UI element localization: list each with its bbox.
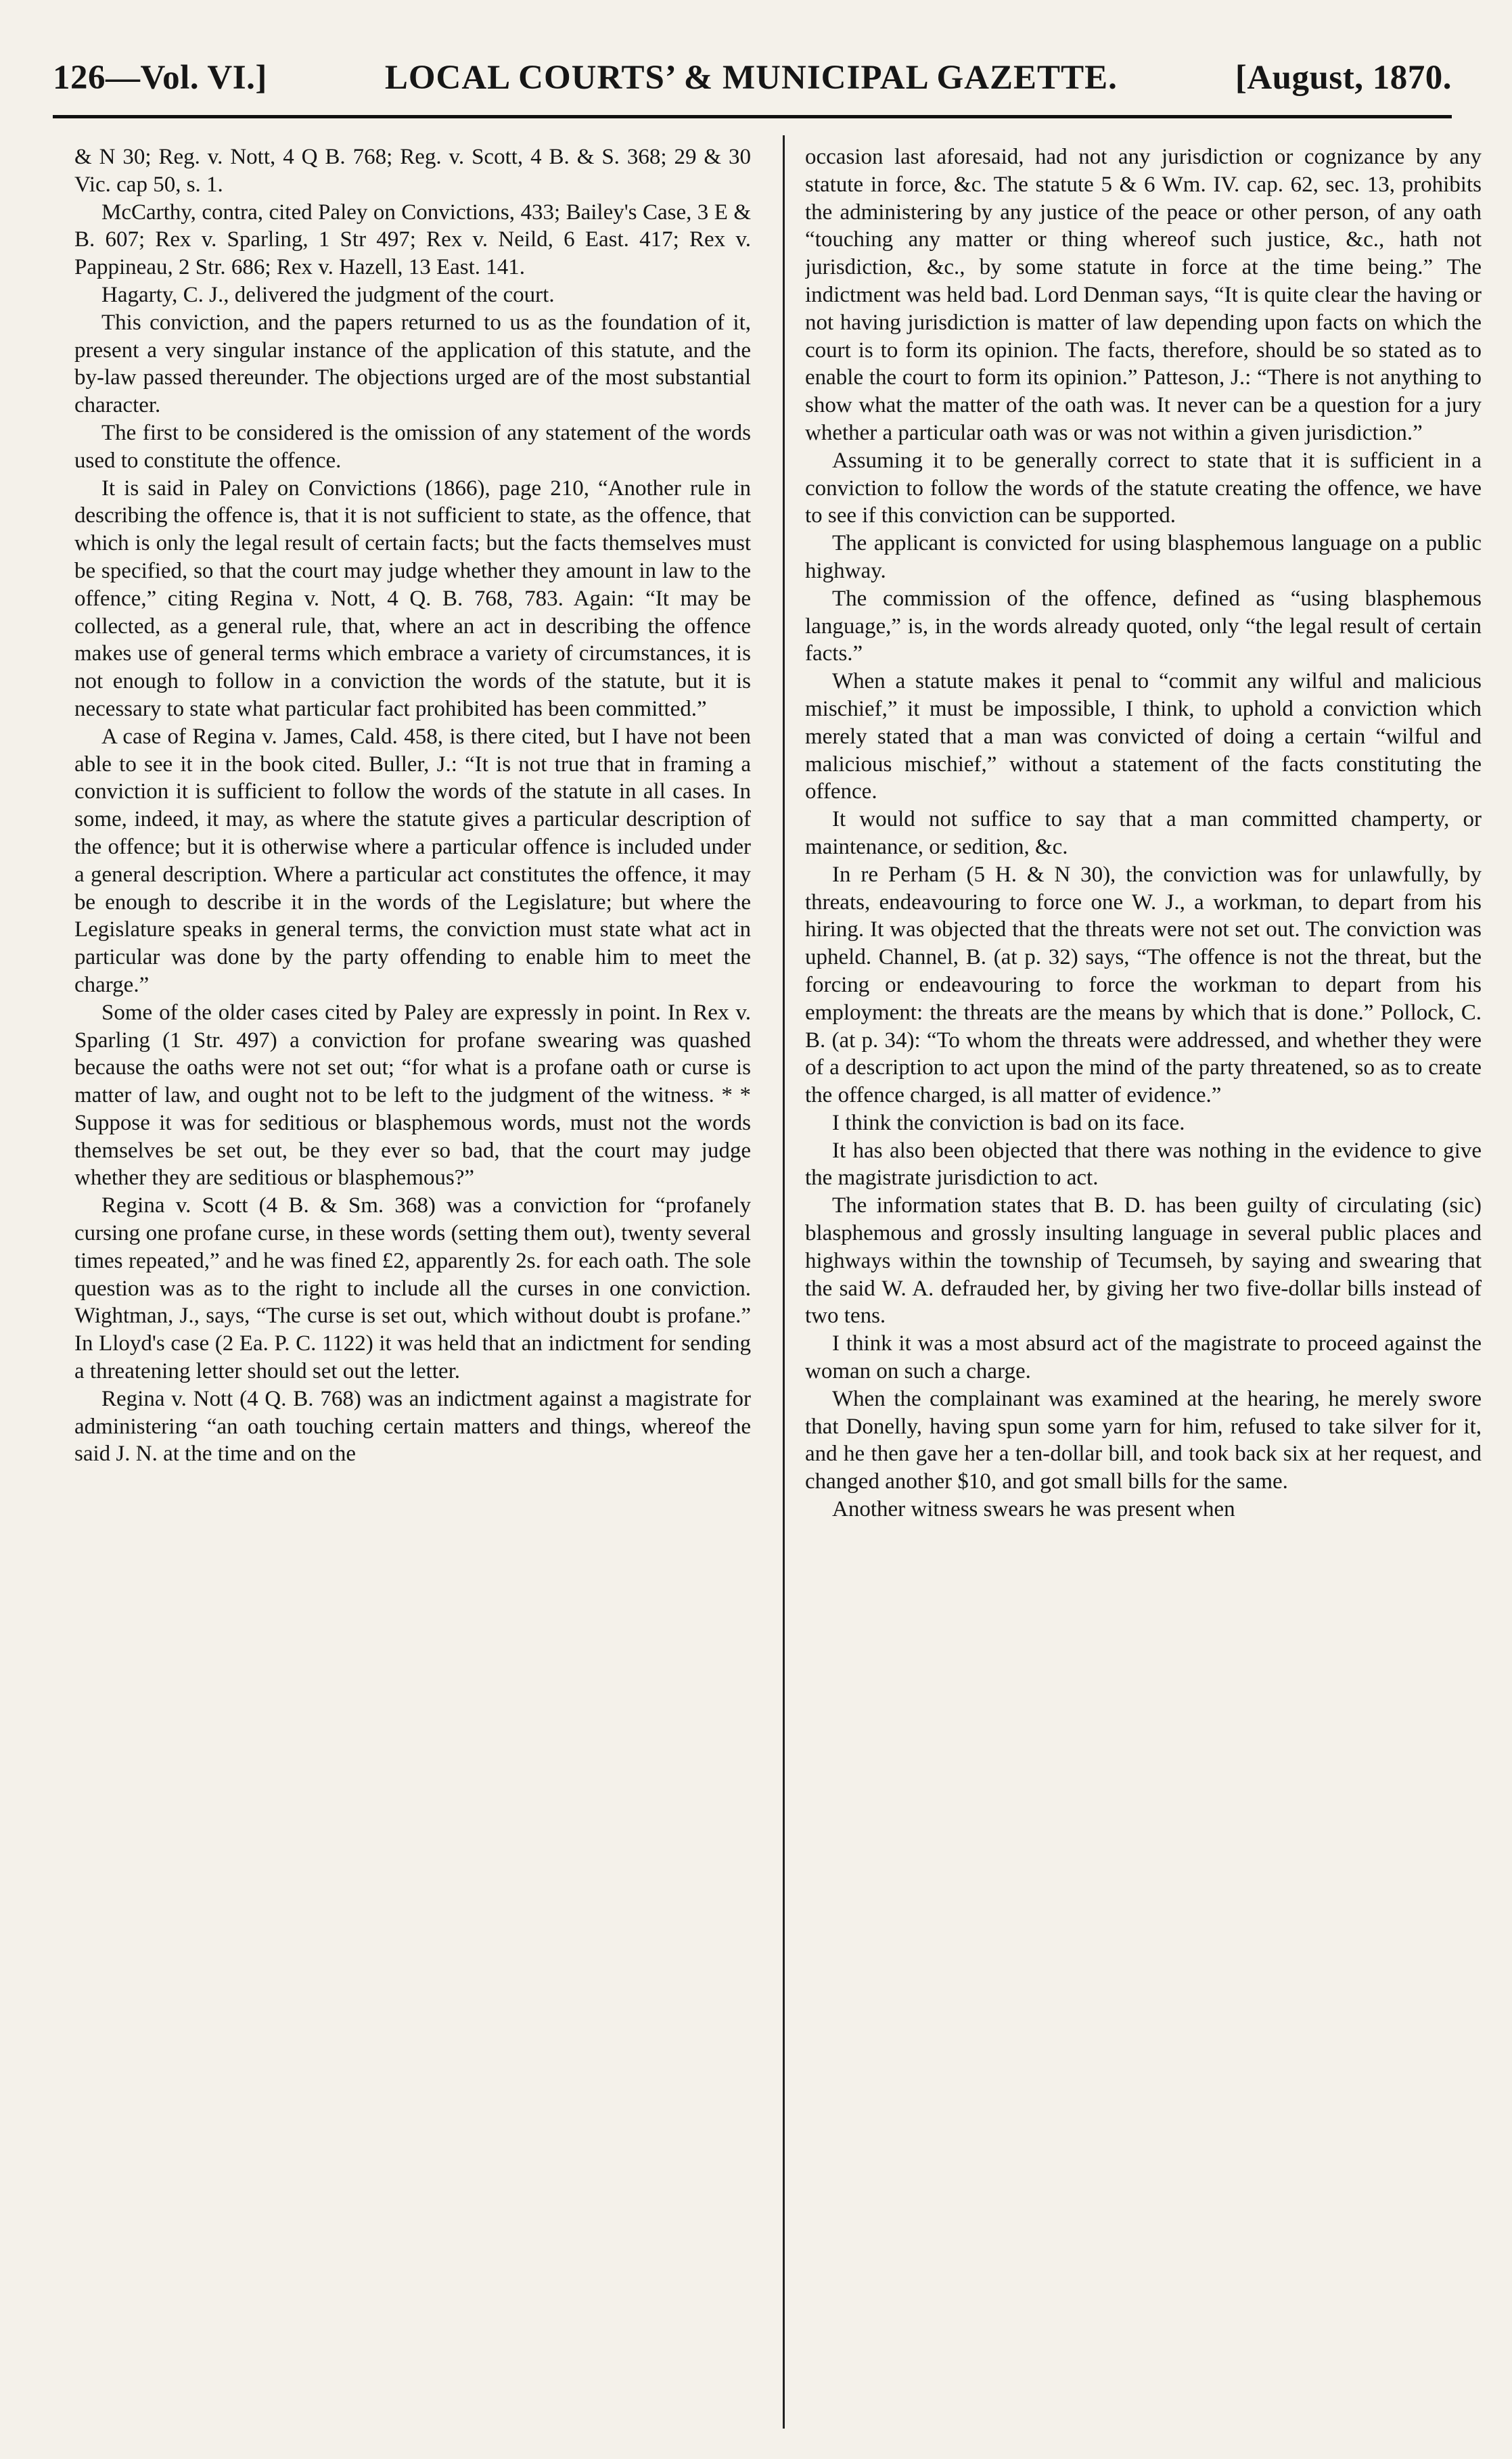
- paragraph: When a statute makes it penal to “commit any wilful and malicious mischief,” it must be impossible, I think, to uphold a conviction which merely stated that a man was convicted of doing a certain “wilful and malicious mischief,” without a statement of the facts constituting the offence.: [805, 669, 1482, 804]
- header-rule: [53, 115, 1452, 118]
- left-column: [74, 143, 751, 2430]
- issue-date: [August, 1870.: [1235, 59, 1452, 97]
- paragraph: A case of Regina v. James, Cald. 458, is there cited, but I have not been able to see it in the book cited. Buller, J.: “It is not true that in framing a conviction it is sufficient to follow the words of the statute in all cases. In some, indeed, it may, as where the statute gives a particular description of the offence; but it is otherwise where a particular offence is included under a general description. Where a particular act constitutes the offence, it may be enough to describe it in the words of the Legislature; but where the Legislature speaks in general terms, the conviction must state what act in particular was done by the party offending to enable him to meet the charge.”: [74, 724, 751, 997]
- paragraph: Regina v. Scott (4 B. & Sm. 368) was a conviction for “profanely cursing one profane curse, in these words (setting them out), twenty several times repeated,” and he was fined £2, apparently 2s. for each oath. The sole question was as to the right to include all the curses in one conviction. Wightman, J., says, “The curse is set out, which without doubt is profane.” In Lloyd's case (2 Ea. P. C. 1122) it was held that an indictment for sending a threatening letter should set out the letter.: [74, 1193, 751, 1384]
- paragraph: & N 30; Reg. v. Nott, 4 Q B. 768; Reg. v. Scott, 4 B. & S. 368; 29 & 30 Vic. cap 50, s. 1.: [74, 145, 751, 197]
- paragraph: Regina v. Nott (4 Q. B. 768) was an indictment against a magistrate for administering “an oath touching certain matters and things, whereof the said J. N. at the time and on the: [74, 1386, 751, 1467]
- page-volume: 126—Vol. VI.]: [53, 59, 267, 97]
- paragraph: This conviction, and the papers returned to us as the foundation of it, present a very singular instance of the application of this statute, and the by-law passed thereunder. The objections urged are of the most substantial character.: [74, 310, 751, 418]
- paragraph: It is said in Paley on Convictions (1866), page 210, “Another rule in describing the offence is, that it is not sufficient to state, as the offence, that which is only the legal result of certain facts; but the facts themselves must be specified, so that the court may judge whether they amount in law to the offence,” citing Regina v. Nott, 4 Q. B. 768, 783. Again: “It may be collected, as a general rule, that, where an act in describing the offence makes use of general terms which embrace a variety of circumstances, it is not enough to follow in a conviction the words of the statute, but it is necessary to state what particular fact prohibited has been committed.”: [74, 476, 751, 721]
- paragraph: It has also been objected that there was nothing in the evidence to give the magistrate jurisdiction to act.: [805, 1138, 1482, 1191]
- paragraph: occasion last aforesaid, had not any jurisdiction or cognizance by any statute in force, &c. The statute 5 & 6 Wm. IV. cap. 62, sec. 13, prohibits the administering by any justice of the peace or other person, of any oath “touching any matter or thing whereof such justice, &c., hath not jurisdiction, &c., by some statute in force at the time being.” The indictment was held bad. Lord Denman says, “It is quite clear the having or not having jurisdiction is matter of law depending upon facts on which the court is to form its opinion. The facts, therefore, should be so stated as to enable the court to form its opinion.” Patteson, J.: “There is not anything to show what the matter of the oath was. It never can be a question for a jury whether a particular oath was or was not within a given jurisdiction.”: [805, 145, 1482, 445]
- paragraph: McCarthy, contra, cited Paley on Convictions, 433; Bailey's Case, 3 E & B. 607; Rex v. Sparling, 1 Str 497; Rex v. Neild, 6 East. 417; Rex v. Pappineau, 2 Str. 686; Rex v. Hazell, 13 East. 141.: [74, 200, 751, 280]
- paragraph: It would not suffice to say that a man committed champerty, or maintenance, or sedition, &c.: [805, 807, 1482, 859]
- paragraph: The applicant is convicted for using blasphemous language on a public highway.: [805, 531, 1482, 583]
- paragraph: The first to be considered is the omission of any statement of the words used to constitute the offence.: [74, 420, 751, 473]
- paragraph: I think it was a most absurd act of the magistrate to proceed against the woman on such a charge.: [805, 1331, 1482, 1384]
- paragraph: Some of the older cases cited by Paley are expressly in point. In Rex v. Sparling (1 Str. 497) a conviction for profane swearing was quashed because the oaths were not set out; “for what is a profane oath or curse is matter of law, and ought not to be left to the judgment of the witness. * * Suppose it was for seditious or blasphemous words, must not the words themselves be set out, be they ever so bad, that the court may judge whether they are seditious or blasphemous?”: [74, 1000, 751, 1191]
- column-divider: [783, 135, 785, 2429]
- paragraph: I think the conviction is bad on its face.: [832, 1110, 1185, 1135]
- paragraph: The information states that B. D. has been guilty of circulating (sic) blasphemous and grossly insulting language in several public places and highways within the township of Tecumseh, by saying and swearing that the said W. A. defrauded her, by giving her two five-dollar bills instead of two tens.: [805, 1193, 1482, 1329]
- running-header: [53, 58, 1452, 106]
- paragraph: The commission of the offence, defined as “using blasphemous language,” is, in the words already quoted, only “the legal result of certain facts.”: [805, 586, 1482, 666]
- right-column: [805, 143, 1482, 2430]
- paragraph: When the complainant was examined at the hearing, he merely swore that Donelly, having spun some yarn for him, refused to take silver for it, and he then gave her a ten-dollar bill, and took back six at her request, and changed another $10, and got small bills for the same.: [805, 1386, 1482, 1494]
- paragraph: Another witness swears he was present when: [832, 1497, 1235, 1522]
- paragraph: In re Perham (5 H. & N 30), the conviction was for unlawfully, by threats, endeavouring to force one W. J., a workman, to depart from his hiring. It was objected that the threats were not set out. The conviction was upheld. Channel, B. (at p. 32) says, “The offence is not the threat, but the forcing or endeavouring to force the workman to depart from his employment: the threats are the means by which that is done.” Pollock, C. B. (at p. 34): “To whom the threats were addressed, and whether they were of a description to act upon the mind of the party threatened, so as to create the offence charged, is all matter of evidence.”: [805, 862, 1482, 1108]
- publication-title: LOCAL COURTS’ & MUNICIPAL GAZETTE.: [384, 59, 1118, 97]
- paragraph: Hagarty, C. J., delivered the judgment of the court.: [101, 282, 555, 307]
- paragraph: Assuming it to be generally correct to state that it is sufficient in a conviction to follow the words of the statute creating the offence, we have to see if this conviction can be supported.: [805, 448, 1482, 528]
